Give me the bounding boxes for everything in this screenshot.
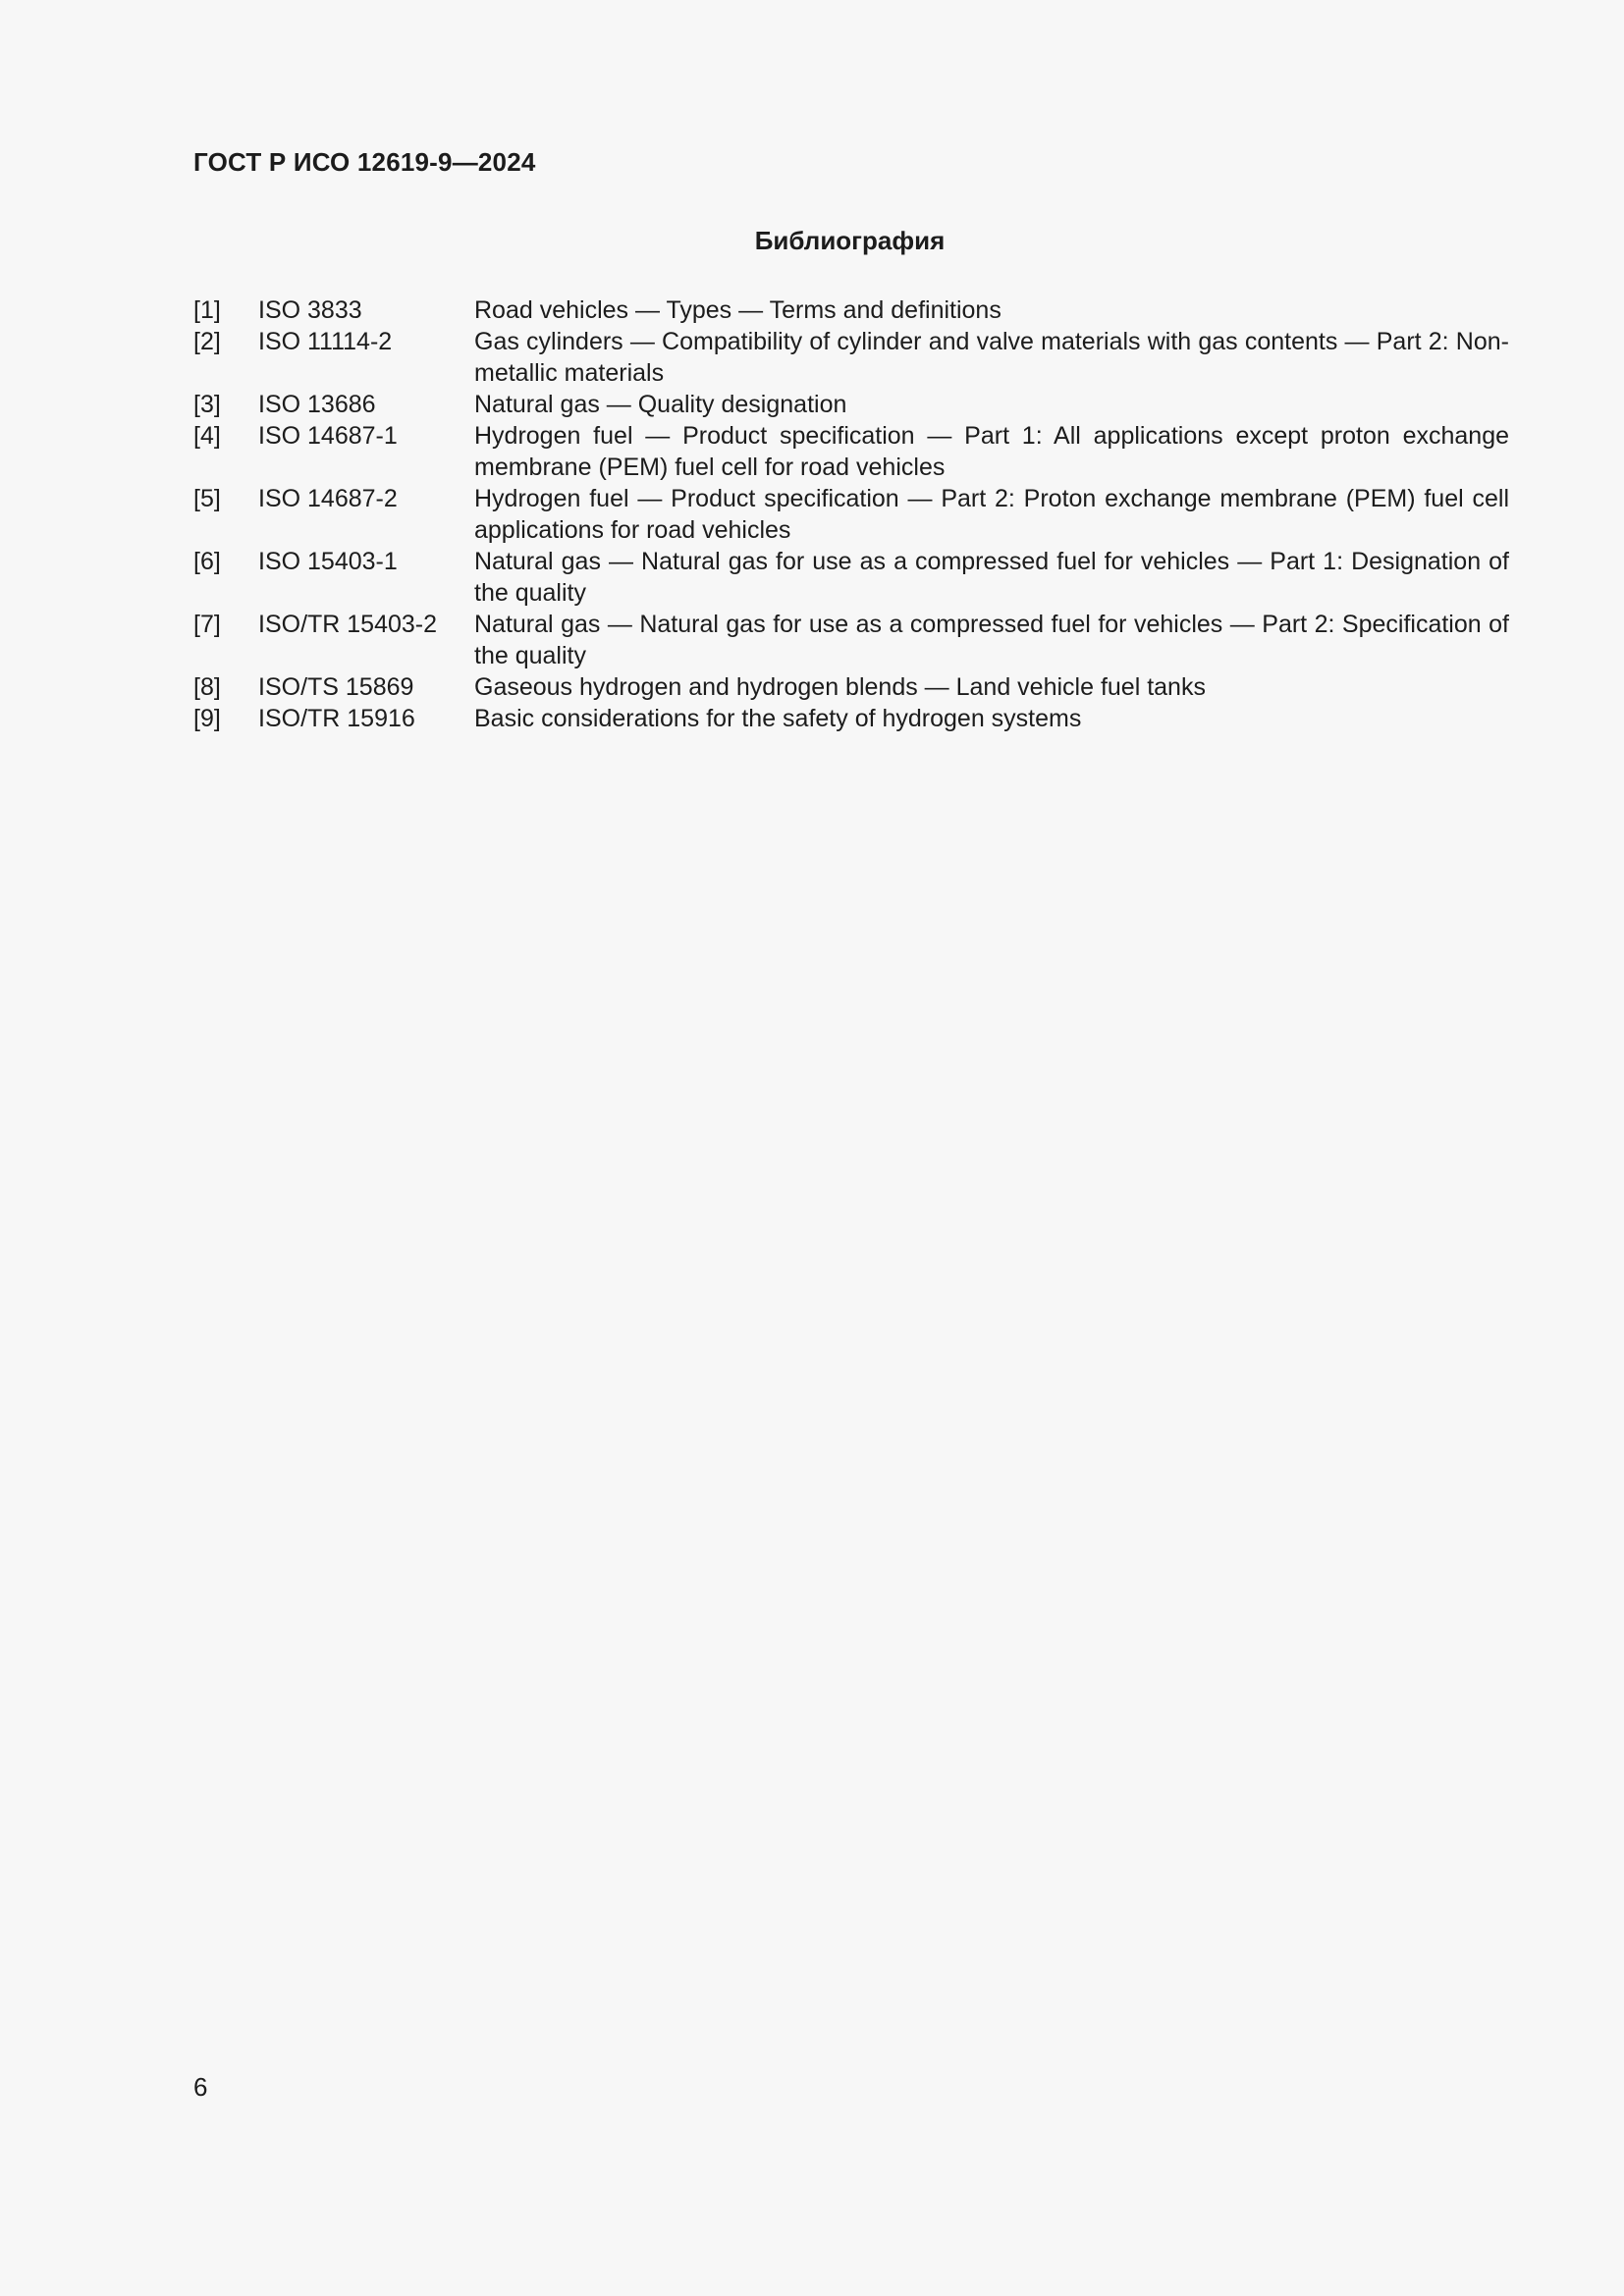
bibliography-entry [193,609,1509,671]
entry-standard-code: ISO 11114-2 [258,328,393,355]
bibliography-entry [193,294,1509,326]
entry-standard-code: ISO 15403-1 [258,548,398,575]
bibliography-entry [193,546,1509,609]
entry-title: Hydrogen fuel — Product specification — Part 2: Proton exchange membrane (PEM) fuel cell applications for road vehicles [474,485,1509,544]
bibliography-entry [193,389,1509,420]
document-header: ГОСТ Р ИСО 12619-9—2024 [193,147,536,177]
entry-standard-code: ISO/TS 15869 [258,673,414,701]
entry-number: [3] [193,391,221,418]
bibliography-entry [193,483,1509,546]
entry-title: Natural gas — Natural gas for use as a compressed fuel for vehicles — Part 1: Designation of the quality [474,548,1509,607]
entry-number: [1] [193,296,221,324]
entry-title: Gaseous hydrogen and hydrogen blends — Land vehicle fuel tanks [474,673,1206,701]
bibliography-entry [193,420,1509,483]
entry-title: Basic considerations for the safety of hydrogen systems [474,705,1082,732]
entry-title: Natural gas — Quality designation [474,391,847,418]
bibliography-entry [193,326,1509,389]
entry-title: Hydrogen fuel — Product specification — Part 1: All applications except proton exchange membrane (PEM) fuel cell for road vehicles [474,422,1509,481]
entry-standard-code: ISO/TR 15916 [258,705,415,732]
entry-title: Road vehicles — Types — Terms and definitions [474,296,1001,324]
bibliography-heading: Библиография [754,226,946,255]
entry-number: [8] [193,673,221,701]
entry-standard-code: ISO 14687-2 [258,485,398,512]
entry-number: [5] [193,485,221,512]
entry-standard-code: ISO/TR 15403-2 [258,611,438,638]
bibliography-entry [193,671,1509,703]
entry-standard-code: ISO 13686 [258,391,376,418]
entry-number: [6] [193,548,221,575]
bibliography-entry [193,703,1509,734]
entry-number: [2] [193,328,221,355]
bibliography-list [193,294,1509,734]
entry-number: [9] [193,705,221,732]
entry-title: Gas cylinders — Compatibility of cylinder and valve materials with gas contents — Part 2: Non-metallic materials [474,328,1509,387]
entry-standard-code: ISO 14687-1 [258,422,398,450]
page-number: 6 [193,2072,208,2102]
entry-number: [4] [193,422,221,450]
entry-standard-code: ISO 3833 [258,296,362,324]
entry-number: [7] [193,611,221,638]
entry-title: Natural gas — Natural gas for use as a compressed fuel for vehicles — Part 2: Specification of the quality [474,611,1509,669]
